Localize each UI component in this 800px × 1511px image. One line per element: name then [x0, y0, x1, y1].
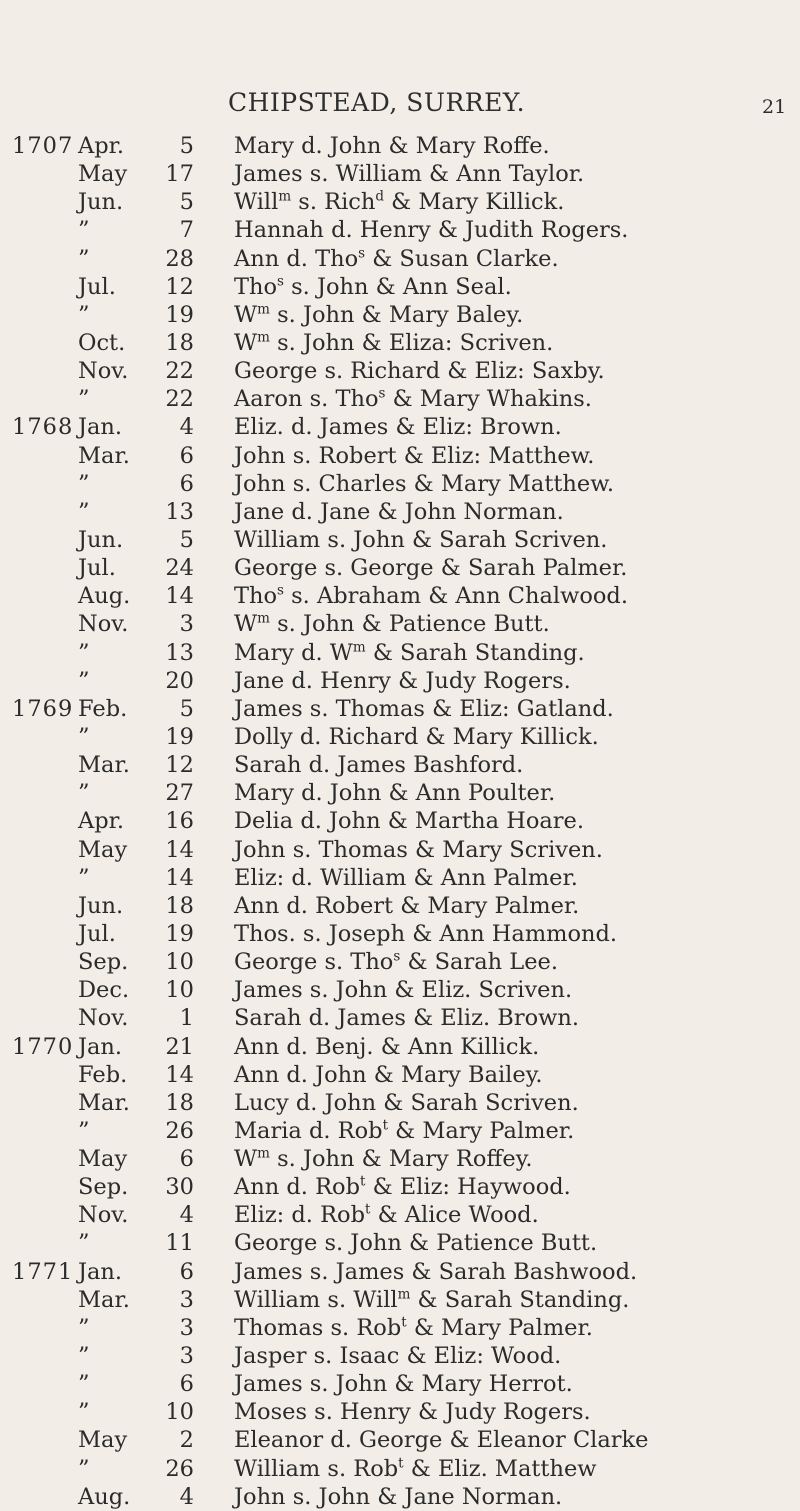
page-header	[0, 0, 800, 140]
entry-day: 1	[179, 1005, 194, 1032]
entry-day: 10	[165, 949, 194, 976]
entry-year: 1771	[12, 1258, 74, 1285]
entry-day: 12	[165, 752, 194, 779]
register-entry	[0, 245, 800, 273]
register-entry	[0, 526, 800, 554]
entry-text: Jasper s. Isaac & Eliz: Wood.	[234, 1343, 562, 1370]
entry-text: Sarah d. James Bashford.	[234, 752, 524, 779]
entry-text: Will$^m$ s. Rich$^d$ & Mary Killick.	[234, 188, 565, 216]
entry-text: Eliz: d. Rob$^t$ & Alice Wood.	[234, 1201, 539, 1229]
entry-day: 14	[165, 583, 194, 610]
entry-day: 26	[165, 1117, 194, 1144]
entry-month: Jun.	[78, 526, 124, 553]
entry-month: ”	[78, 217, 90, 244]
entry-day: 14	[165, 864, 194, 891]
entry-day: 3	[179, 1343, 194, 1370]
register-entry	[0, 1089, 800, 1117]
entry-day: 5	[179, 133, 194, 159]
entry-day: 18	[165, 329, 194, 356]
entry-day: 6	[179, 442, 194, 469]
entry-day: 13	[165, 639, 194, 666]
entry-day: 28	[165, 245, 194, 272]
entry-month: ”	[78, 864, 90, 891]
entry-month: Feb.	[78, 1061, 128, 1088]
entry-month: ”	[78, 498, 90, 525]
register-entry	[0, 1426, 800, 1454]
entry-text: Ann d. Tho$^s$ & Susan Clarke.	[234, 245, 559, 272]
entry-text: Eliz: d. William & Ann Palmer.	[234, 864, 578, 891]
entry-month: May	[78, 161, 128, 188]
register-entry	[0, 695, 800, 723]
entry-day: 2	[179, 1427, 194, 1454]
entry-day: 4	[179, 414, 194, 441]
entry-month: ”	[78, 1117, 90, 1144]
entry-day: 3	[179, 1286, 194, 1313]
entry-month: Dec.	[78, 977, 130, 1004]
entry-text: Ann d. John & Mary Bailey.	[234, 1061, 543, 1088]
entry-day: 11	[165, 1230, 194, 1257]
register-entry	[0, 892, 800, 920]
entry-month: May	[78, 1146, 128, 1173]
page-number: 21	[762, 96, 787, 118]
entry-text: Eliz. d. James & Eliz: Brown.	[234, 414, 562, 441]
entry-month: Aug.	[78, 1483, 131, 1510]
entry-text: James s. John & Mary Herrot.	[234, 1371, 573, 1398]
entry-day: 27	[165, 780, 194, 807]
entry-day: 5	[179, 526, 194, 553]
register-entry	[0, 442, 800, 470]
entry-day: 21	[165, 1033, 194, 1060]
entry-month: Jan.	[78, 1033, 123, 1060]
entry-month: Nov.	[78, 1005, 129, 1032]
entry-text: Jane d. Henry & Judy Rogers.	[234, 667, 571, 694]
register-entries	[0, 132, 800, 1511]
register-entry	[0, 582, 800, 610]
entry-month: Sep.	[78, 949, 129, 976]
register-entry	[0, 1455, 800, 1483]
entry-day: 26	[165, 1455, 194, 1482]
register-entry	[0, 1061, 800, 1089]
entry-month: Apr.	[78, 133, 125, 159]
entry-text: $W^m$ s. John & Patience Butt.	[234, 610, 550, 638]
register-entry	[0, 216, 800, 244]
register-entry	[0, 1342, 800, 1370]
entry-text: John s. Robert & Eliz: Matthew.	[234, 442, 595, 469]
entry-day: 14	[165, 1061, 194, 1088]
entry-text: Delia d. John & Martha Hoare.	[234, 808, 585, 835]
entry-day: 10	[165, 1399, 194, 1426]
entry-text: John s. John & Jane Norman.	[234, 1483, 563, 1510]
entry-text: Ann d. Robert & Mary Palmer.	[234, 892, 580, 919]
entry-month: ”	[78, 1455, 90, 1482]
entry-text: Thomas s. Rob$^t$ & Mary Palmer.	[234, 1314, 593, 1341]
register-entry	[0, 976, 800, 1004]
register-entry	[0, 807, 800, 835]
entry-day: 4	[179, 1202, 194, 1229]
entry-text: John s. Charles & Mary Matthew.	[234, 470, 614, 497]
entry-text: Eleanor d. George & Eleanor Clarke	[234, 1427, 649, 1454]
register-entry	[0, 188, 800, 216]
entry-text: Moses s. Henry & Judy Rogers.	[234, 1399, 591, 1426]
entry-month: Mar.	[78, 1286, 130, 1313]
entry-text: Tho$^s$ s. John & Ann Seal.	[234, 273, 512, 300]
entry-day: 24	[165, 555, 194, 582]
entry-text: John s. Thomas & Mary Scriven.	[234, 836, 603, 863]
entry-month: Apr.	[78, 808, 125, 835]
entry-text: Tho$^s$ s. Abraham & Ann Chalwood.	[234, 582, 628, 610]
register-entry	[0, 610, 800, 638]
register-entry	[0, 1258, 800, 1286]
register-entry	[0, 160, 800, 188]
entry-month: ”	[78, 1371, 90, 1398]
entry-month: Aug.	[78, 583, 131, 610]
entry-text: Jane d. Jane & John Norman.	[234, 498, 564, 525]
register-entry	[0, 1314, 800, 1342]
entry-text: William s. John & Sarah Scriven.	[234, 526, 608, 553]
entry-day: 6	[179, 1371, 194, 1398]
entry-day: 7	[179, 217, 194, 244]
entry-text: Mary d. John & Ann Poulter.	[234, 780, 556, 807]
entry-day: 16	[165, 808, 194, 835]
entry-month: Nov.	[78, 1202, 129, 1229]
entry-text: Maria d. Rob$^t$ & Mary Palmer.	[234, 1117, 575, 1144]
register-entry	[0, 1286, 800, 1314]
entry-month: ”	[78, 1399, 90, 1426]
register-entry	[0, 301, 800, 329]
entry-month: ”	[78, 1343, 90, 1370]
entry-day: 18	[165, 892, 194, 919]
register-entry	[0, 498, 800, 526]
register-entry	[0, 357, 800, 385]
entry-text: James s. John & Eliz. Scriven.	[234, 977, 573, 1004]
entry-month: ”	[78, 301, 90, 328]
entry-month: Jul.	[78, 555, 116, 582]
entry-month: Jul.	[78, 920, 116, 947]
entry-text: William s. Will$^m$ & Sarah Standing.	[234, 1286, 630, 1313]
register-entry	[0, 920, 800, 948]
entry-year: 1770	[12, 1033, 74, 1060]
entry-month: ”	[78, 470, 90, 497]
entry-day: 6	[179, 470, 194, 497]
entry-text: Sarah d. James & Eliz. Brown.	[234, 1005, 580, 1032]
entry-text: George s. Tho$^s$ & Sarah Lee.	[234, 948, 558, 976]
register-entry	[0, 1370, 800, 1398]
entry-day: 19	[165, 723, 194, 750]
register-entry	[0, 329, 800, 357]
register-entry	[0, 1004, 800, 1032]
register-entry	[0, 751, 800, 779]
entry-month: May	[78, 1427, 128, 1454]
entry-month: Jun.	[78, 892, 124, 919]
register-entry	[0, 779, 800, 807]
register-entry	[0, 1229, 800, 1257]
entry-month: Jun.	[78, 189, 124, 216]
register-entry	[0, 385, 800, 413]
entry-month: Nov.	[78, 611, 129, 638]
register-entry	[0, 639, 800, 667]
entry-month: Mar.	[78, 1089, 130, 1116]
entry-month: ”	[78, 667, 90, 694]
entry-year: 1769	[12, 695, 74, 722]
entry-text: George s. George & Sarah Palmer.	[234, 555, 628, 582]
entry-day: 22	[165, 386, 194, 413]
entry-day: 20	[165, 667, 194, 694]
entry-day: 12	[165, 273, 194, 300]
entry-month: Mar.	[78, 752, 130, 779]
entry-day: 3	[179, 1314, 194, 1341]
entry-day: 4	[179, 1483, 194, 1510]
entry-day: 6	[179, 1146, 194, 1173]
entry-month: ”	[78, 245, 90, 272]
register-entry	[0, 1398, 800, 1426]
entry-text: George s. John & Patience Butt.	[234, 1230, 598, 1257]
entry-month: Feb.	[78, 695, 128, 722]
entry-year: 1768	[12, 414, 74, 441]
register-entry	[0, 1201, 800, 1229]
register-entry	[0, 723, 800, 751]
running-title: CHIPSTEAD, SURREY.	[228, 88, 526, 117]
entry-month: Jan.	[78, 414, 123, 441]
register-entry	[0, 864, 800, 892]
entry-day: 5	[179, 189, 194, 216]
entry-text: Mary d. $W^m$ & Sarah Standing.	[234, 639, 585, 666]
entry-month: May	[78, 836, 128, 863]
entry-text: $W^m$ s. John & Mary Baley.	[234, 301, 524, 328]
register-entry	[0, 470, 800, 498]
entry-day: 5	[179, 695, 194, 722]
register-entry	[0, 554, 800, 582]
entry-text: Mary d. John & Mary Roffe.	[234, 133, 550, 159]
entry-month: ”	[78, 639, 90, 666]
entry-month: Jan.	[78, 1258, 123, 1285]
entry-text: Dolly d. Richard & Mary Killick.	[234, 723, 599, 750]
entry-day: 17	[165, 161, 194, 188]
entry-text: George s. Richard & Eliz: Saxby.	[234, 358, 605, 385]
entry-day: 19	[165, 301, 194, 328]
entry-text: James s. James & Sarah Bashwood.	[234, 1258, 638, 1285]
entry-month: Nov.	[78, 358, 129, 385]
entry-text: Ann d. Rob$^t$ & Eliz: Haywood.	[234, 1173, 571, 1201]
register-entry	[0, 1145, 800, 1173]
register-entry	[0, 1173, 800, 1201]
entry-year: 1707	[12, 133, 74, 159]
entry-month: Jul.	[78, 273, 116, 300]
register-entry	[0, 1033, 800, 1061]
entry-month: Mar.	[78, 442, 130, 469]
entry-text: Ann d. Benj. & Ann Killick.	[234, 1033, 540, 1060]
entry-month: ”	[78, 386, 90, 413]
entry-text: Lucy d. John & Sarah Scriven.	[234, 1089, 579, 1116]
entry-day: 14	[165, 836, 194, 863]
register-entry	[0, 273, 800, 301]
register-entry	[0, 132, 800, 160]
entry-day: 18	[165, 1089, 194, 1116]
entry-day: 22	[165, 358, 194, 385]
register-entry	[0, 667, 800, 695]
register-entry	[0, 948, 800, 976]
entry-day: 6	[179, 1258, 194, 1285]
entry-text: $W^m$ s. John & Eliza: Scriven.	[234, 329, 554, 356]
entry-day: 19	[165, 920, 194, 947]
entry-month: ”	[78, 1230, 90, 1257]
register-entry	[0, 1483, 800, 1511]
entry-day: 30	[165, 1174, 194, 1201]
entry-text: William s. Rob$^t$ & Eliz. Matthew	[234, 1455, 597, 1482]
register-entry	[0, 1117, 800, 1145]
register-entry	[0, 836, 800, 864]
entry-month: ”	[78, 780, 90, 807]
entry-month: Sep.	[78, 1174, 129, 1201]
entry-day: 10	[165, 977, 194, 1004]
entry-month: ”	[78, 723, 90, 750]
entry-month: ”	[78, 1314, 90, 1341]
entry-text: $W^m$ s. John & Mary Roffey.	[234, 1145, 533, 1173]
entry-text: Thos. s. Joseph & Ann Hammond.	[234, 920, 618, 947]
entry-text: Hannah d. Henry & Judith Rogers.	[234, 217, 629, 244]
register-entry	[0, 413, 800, 441]
entry-text: Aaron s. Tho$^s$ & Mary Whakins.	[234, 385, 592, 413]
entry-day: 3	[179, 611, 194, 638]
entry-text: James s. William & Ann Taylor.	[234, 161, 585, 188]
entry-text: James s. Thomas & Eliz: Gatland.	[234, 695, 614, 722]
entry-day: 13	[165, 498, 194, 525]
entry-month: Oct.	[78, 329, 126, 356]
